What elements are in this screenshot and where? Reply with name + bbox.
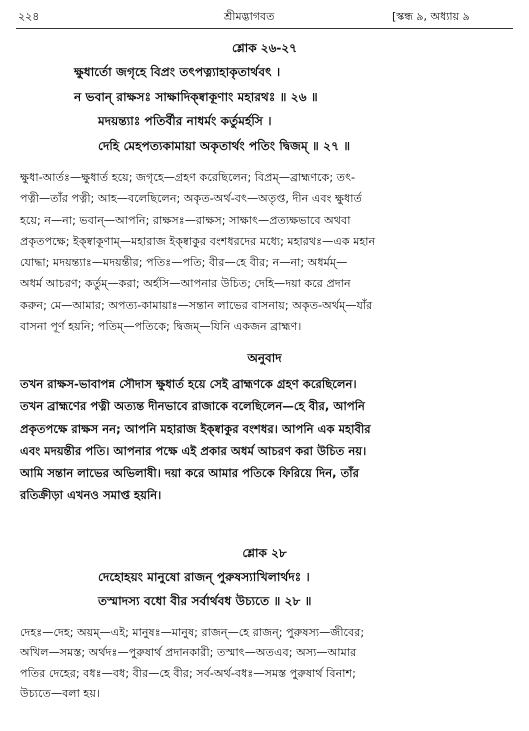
synonym-line: দেহঃ—দেহ; অয়ম্—এই; মানুষঃ—মানুষ; রাজন্—হে রাজন্; পুরুষস্য—জীবের; xyxy=(20,626,365,639)
translation-line: তখন রাক্ষস-ভাবাপন্ন সৌদাস ক্ষুধার্ত হয়ে সেই ব্রাহ্মণকে গ্রহণ করেছিলেন। xyxy=(20,377,357,391)
synonym-line: পত্নী—তাঁর পত্নী; আহ—বলেছিলেন; অকৃত-অর্থ-বৎ—অতৃপ্ত, দীন এবং ক্ষুধার্ত xyxy=(20,192,362,206)
page-number: ২২৪ xyxy=(18,10,40,23)
translation-line: রতিক্রীড়া এখনও সমাপ্ত হয়নি। xyxy=(20,488,162,503)
translation-heading: অনুবাদ xyxy=(247,351,282,365)
synonym-line: ক্ষুধা-আর্তঃ—ক্ষুধার্ত হয়ে; জগৃহে—গ্রহণ করেছিলেন; বিপ্রম্—ব্রাহ্মণকে; তৎ- xyxy=(20,171,356,184)
verse-line: দেহোহয়ং মানুষো রাজন্ পুরুষস্যাখিলার্থদঃ । xyxy=(98,570,310,584)
synonyms-26-27 xyxy=(20,167,510,337)
translation-line: আমি সন্তান লাভের অভিলাষী। দয়া করে আমার পতিকে ফিরিয়ে দিন, তাঁর xyxy=(20,466,360,481)
verse-line: ক্ষুধার্তো জগৃহে বিপ্রং তৎপত্ন্যাহাকৃতার্থবৎ । xyxy=(74,65,281,79)
sloka-heading-26-27: শ্লোক ২৬-২৭ xyxy=(232,41,297,55)
synonym-line: যোদ্ধা; মদয়ন্ত্যাঃ—মদয়ন্তীর; পতিঃ—পতি; বীর—হে বীর; ন—না; অধর্মম্— xyxy=(20,256,348,270)
synonym-line: বাসনা পূর্ণ হয়নি; পতিম্—পতিকে; দ্বিজম্—যিনি একজন ব্রাহ্মণ। xyxy=(20,320,302,334)
synonym-line: প্রকৃতপক্ষে; ইক্ষ্বাকূণাম্—মহারাজ ইক্ষ্বাকুর বংশধরদের মধ্যে; মহারথঃ—এক মহান xyxy=(20,234,376,248)
verse-line: তস্মাদস্য বধো বীর সর্বার্থবধ উচ্যতে ॥ ২৮ ॥ xyxy=(98,594,312,608)
synonym-line: পতির দেহের; বধঃ—বধ; বীর—হে বীর; সর্ব-অর্থ-বধঃ—সমস্ত পুরুষার্থ বিনাশ; xyxy=(20,666,356,680)
book-title: শ্রীমদ্ভাগবত xyxy=(224,10,275,23)
synonym-line: অধর্ম আচরণ; কর্তুম্—করা; অর্হসি—আপনার উচিত; দেহি—দয়া করে প্রদান xyxy=(20,277,351,291)
header-rule xyxy=(16,28,513,29)
verse-line: মদয়ন্ত্যাঃ পতির্বীর নাধর্মং কর্তুমর্হসি । xyxy=(98,114,272,128)
translation-text xyxy=(20,373,510,507)
chapter-reference: [স্কন্ধ ৯, অধ্যায় ৯ xyxy=(392,10,470,23)
verse-line: ন ভবান্ রাক্ষসঃ সাক্ষাদিক্ষ্বাকূণাং মহারথঃ ॥ ২৬ ॥ xyxy=(74,90,318,104)
synonym-line: উচ্যতে—বলা হয়। xyxy=(20,686,100,700)
synonym-line: অখিল—সমস্ত; অর্থদঃ—পুরুষার্থ প্রদানকারী; তস্মাৎ—অতএব; অস্য—আমার xyxy=(20,646,357,660)
synonyms-28 xyxy=(20,622,510,703)
sloka-heading-28: শ্লোক ২৮ xyxy=(242,546,287,560)
verse-line: দেহি মেহপত্যকামায়া অকৃতার্থং পতিং দ্বিজম্ ॥ ২৭ ॥ xyxy=(98,139,351,153)
translation-line: তখন ব্রাহ্মণের পত্নী অত্যন্ত দীনভাবে রাজাকে বলেছিলেন—হে বীর, আপনি xyxy=(20,399,365,414)
translation-line: এবং মদয়ন্তীর পতি। আপনার পক্ষে এই প্রকার অধর্ম আচরণ করা উচিত নয়। xyxy=(20,443,367,458)
synonym-line: হয়ে; ন—না; ভবান্—আপনি; রাক্ষসঃ—রাক্ষস; সাক্ষাৎ—প্রত্যক্ষভাবে অথবা xyxy=(20,213,351,227)
translation-line: প্রকৃতপক্ষে রাক্ষস নন; আপনি মহারাজ ইক্ষ্বাকুর বংশধর। আপনি এক মহাবীর xyxy=(20,421,371,436)
synonym-line: করুন; মে—আমার; অপত্য-কামায়াঃ—সন্তান লাভের বাসনায়; অকৃত-অর্থম্—যাঁর xyxy=(20,298,373,312)
